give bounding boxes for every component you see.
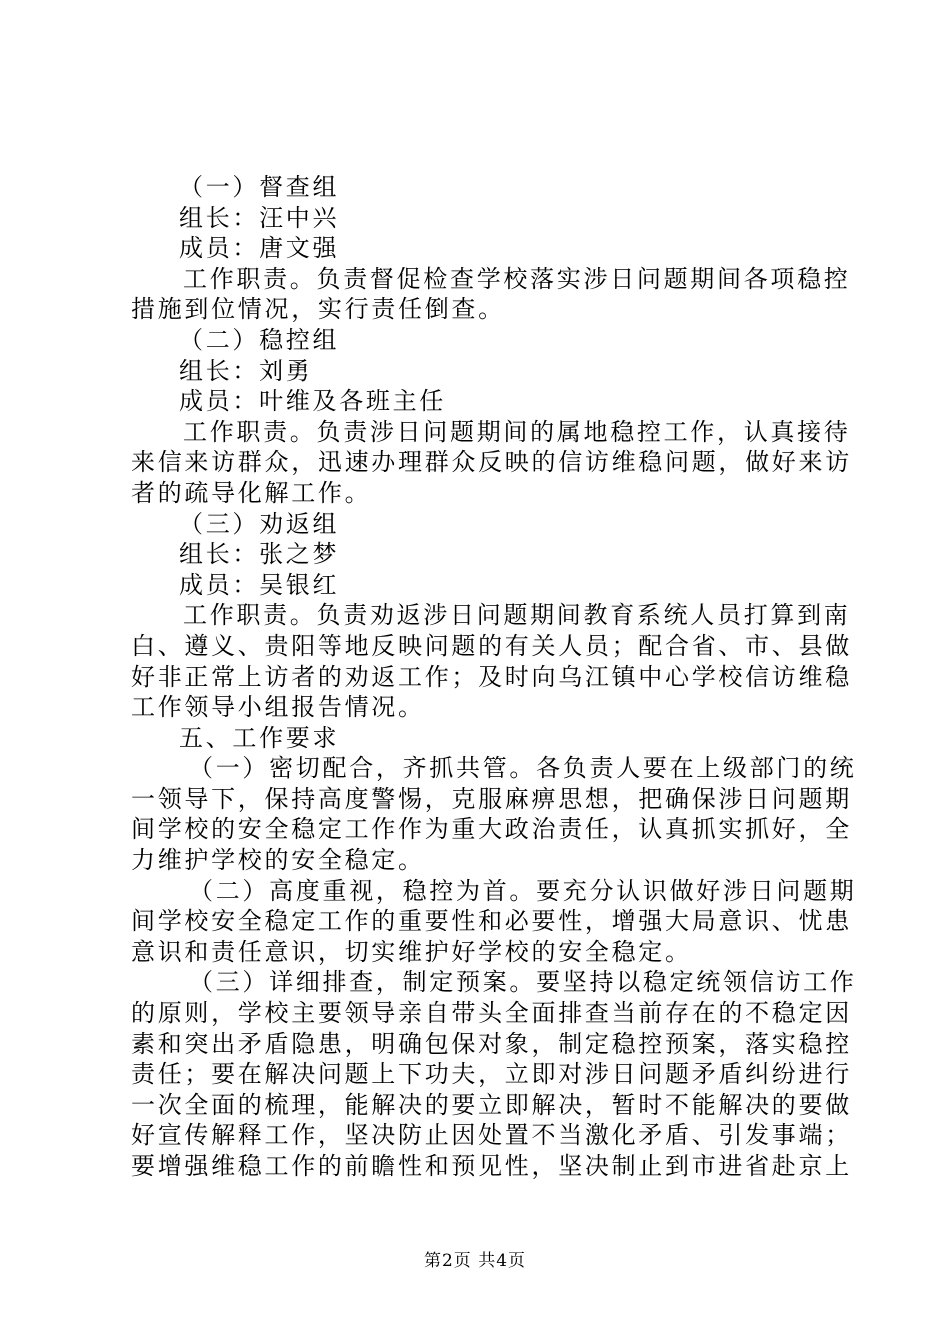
paragraph-line: 素和突出矛盾隐患，明确包保对象，制定稳控预案，落实稳控	[131, 1029, 852, 1058]
group-leader-line: 组长：刘勇	[179, 356, 313, 385]
group-leader-line: 组长：张之梦	[179, 540, 340, 569]
group-member-line: 成员：唐文强	[179, 234, 340, 263]
paragraph-line: 间学校的安全稳定工作作为重大政治责任，认真抓实抓好，全	[131, 815, 852, 844]
section-heading-persuasion-group: （三）劝返组	[179, 509, 340, 538]
paragraph-line: 者的疏导化解工作。	[131, 478, 372, 507]
paragraph-line: 工作职责。负责督促检查学校落实涉日问题期间各项稳控	[183, 264, 851, 293]
section-heading-stability-group: （二）稳控组	[179, 325, 340, 354]
paragraph-line: （三）详细排查，制定预案。要坚持以稳定统领信访工作	[189, 968, 857, 997]
paragraph-line: 意识和责任意识，切实维护好学校的安全稳定。	[131, 937, 692, 966]
group-leader-line: 组长：汪中兴	[179, 203, 340, 232]
group-member-line: 成员：叶维及各班主任	[179, 387, 446, 416]
paragraph-line: 责任；要在解决问题上下功夫，立即对涉日问题矛盾纠纷进行	[131, 1060, 852, 1089]
paragraph-line: 好宣传解释工作，坚决防止因处置不当激化矛盾、引发事端；	[131, 1121, 852, 1150]
paragraph-line: 间学校安全稳定工作的重要性和必要性，增强大局意识、忧患	[131, 907, 852, 936]
paragraph-line: 要增强维稳工作的前瞻性和预见性，坚决制止到市进省赴京上	[131, 1152, 852, 1180]
paragraph-line: （一）密切配合，齐抓共管。各负责人要在上级部门的统	[189, 754, 857, 783]
section-heading-work-requirements: 五、工作要求	[179, 723, 340, 752]
group-member-line: 成员：吴银红	[179, 570, 340, 599]
paragraph-line: 力维护学校的安全稳定。	[131, 846, 425, 875]
page-footer	[0, 1246, 950, 1271]
section-heading-supervision-group: （一）督查组	[179, 173, 340, 201]
paragraph-line: （二）高度重视，稳控为首。要充分认识做好涉日问题期	[189, 876, 857, 905]
paragraph-line: 来信来访群众，迅速办理群众反映的信访维稳问题，做好来访	[131, 448, 852, 477]
paragraph-line: 措施到位情况，实行责任倒查。	[131, 295, 505, 324]
paragraph-line: 工作职责。负责劝返涉日问题期间教育系统人员打算到南	[183, 601, 851, 630]
paragraph-line: 好非正常上访者的劝返工作；及时向乌江镇中心学校信访维稳	[131, 662, 852, 691]
paragraph-line: 工作职责。负责涉日问题期间的属地稳控工作，认真接待	[183, 417, 851, 446]
paragraph-line: 一次全面的梳理，能解决的要立即解决，暂时不能解决的要做	[131, 1090, 852, 1119]
paragraph-line: 工作领导小组报告情况。	[131, 693, 425, 722]
paragraph-line: 白、遵义、贵阳等地反映问题的有关人员；配合省、市、县做	[131, 631, 852, 660]
page-number: 第2页 共4页	[423, 1251, 527, 1271]
paragraph-line: 一领导下，保持高度警惕，克服麻痹思想，把确保涉日问题期	[131, 784, 852, 813]
paragraph-line: 的原则，学校主要领导亲自带头全面排查当前存在的不稳定因	[131, 999, 852, 1028]
document-body	[131, 172, 857, 1182]
